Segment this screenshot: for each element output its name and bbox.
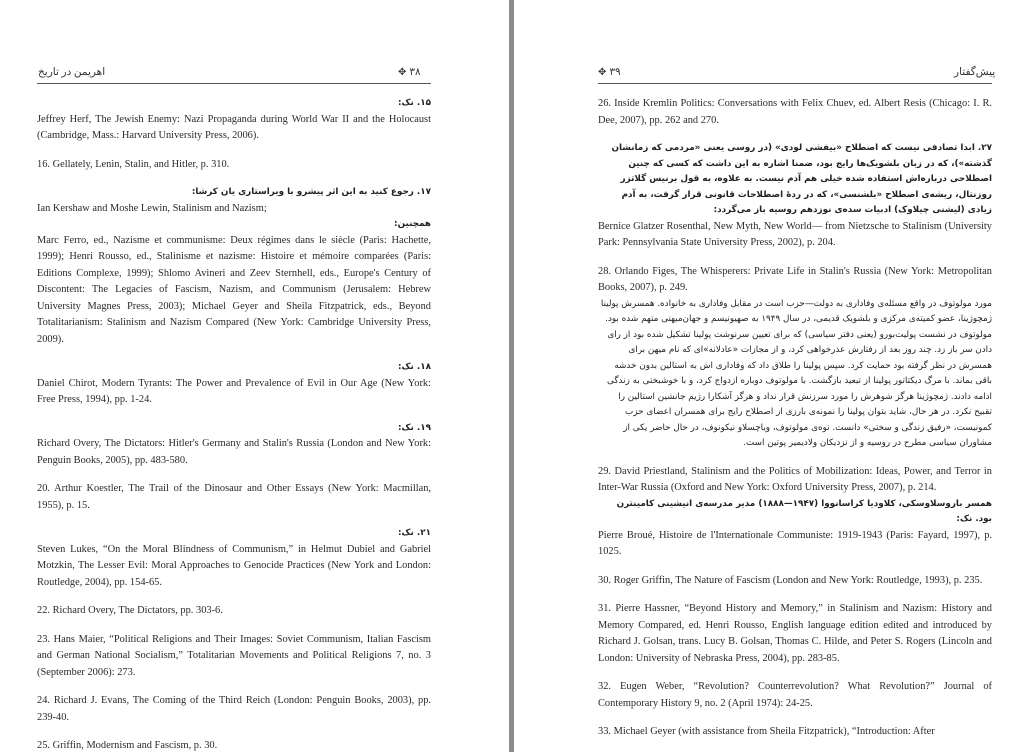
note-citation: 23. Hans Maier, “Political Religions and Their Images: Soviet Communism, Italian Fascism and German National Socialism,” Totalitarian Movements and Political Religions 7, no. 3 (September 2006): 273. xyxy=(37,633,431,678)
endnote-24 xyxy=(37,693,431,726)
running-head-title: پیش‌گفتار xyxy=(954,67,996,78)
note-citation: Richard Overy, The Dictators: Hitler's Germany and Stalin's Russia (London and New York: Penguin Books, 2005), pp. 483-580. xyxy=(37,438,431,466)
endnote-26 xyxy=(598,96,992,129)
endnote-33 xyxy=(598,724,992,741)
notes-column xyxy=(598,96,992,752)
note-citation: 28. Orlando Figes, The Whisperers: Private Life in Stalin's Russia (New York: Metropolitan Books, 2007), p. 249. xyxy=(598,265,992,293)
running-head-page-number xyxy=(398,66,421,78)
endnote-28 xyxy=(598,264,992,452)
note-citation: Steven Lukes, “On the Moral Blindness of Communism,” in Helmut Dubiel and Gabriel Motzkin, The Lesser Evil: Moral Approaches to Genocide Practices (New York and London: Routledge, 2004), pp. 154-65. xyxy=(37,543,431,588)
note-citation: Ian Kershaw and Moshe Lewin, Stalinism and Nazism; xyxy=(37,202,267,214)
endnote-31 xyxy=(598,601,992,667)
note-citation: 16. Gellately, Lenin, Stalin, and Hitler, p. 310. xyxy=(37,158,230,170)
note-persian-text: ۱۸. نک: xyxy=(398,362,431,372)
note-citation: 22. Richard Overy, The Dictators, pp. 303-6. xyxy=(37,605,223,616)
note-citation: Marc Ferro, ed., Nazisme et communisme: Deux régimes dans le siècle (Paris: Hachette, 1999); Henri Rousso, ed., Stalinisme et nazisme: Histoire et mémoire comparées (Paris: Editions Complexe, 1999); Shlomo Avineri and Zeev Sternhell, eds., Europe's Century of Discontent: The Legacies of Fascism, Nazism, and Communism (Jerusalem: Hebrew University Magnes Press, 2003); Michael Geyer and Sheila Fitzpatrick, eds., Beyond Totalitarianism: Stalinism and Nazism Compared (New York: Cambridge University Press, 2009). xyxy=(37,234,431,345)
note-persian-text: مورد مولوتوف در واقع مسئله‌ی وفاداری به دولت—حزب است در مقابل وفاداری به خانواده. همسرش پولینا ژمچوژینا، عضو کمیته‌ی مرکزی و بلشویک قدیمی، در سال ۱۹۴۹ به صهیونیسم و جهان‌میهنی متهم شده بود. مولوتوف در نشست پولیت‌بورو (یعنی دفتر سیاسی) که برای تعیین سرنوشت پولینا تشکیل شده بود از رای دادن سر باز زد. چند روز بعد از رفتارش عذرخواهی کرد، و از مجازات «عادلانه»ای که نام میهن برای همسرش در نظر گرفته بود حمایت کرد. سپس پولینا را طلاق داد که وفاداری اش به استالین بدون خدشه باقی بماند. با مرگ دیکتاتور پولینا از تبعید بازگشت. با مولوتوف دوباره ازدواج کرد، و با خوشبختی به زندگی ادامه دادند. ژمچوژینا هرگز شوهرش را مورد سرزنش قرار نداد و هرگز آشکارا رژیم جانشین استالین را تقبیح نکرد. در هر حال، شاید بتوان پولینا را نمونه‌ی بارزی از اصطلاح رایج برای همسران اعضای حزب کمونیست، «رفیق زندگی و سختی» دانست. نوه‌ی مولوتوف، ویاچسلاو نیکونوف، در حال حاضر یکی از مشاوران سیاسی مطرح در روسیه و از نزدیکان ولادیمیر پوتین است. xyxy=(600,298,992,448)
endnote-29 xyxy=(598,464,992,561)
endnote-18 xyxy=(37,360,431,409)
endnote-25 xyxy=(37,738,431,752)
note-citation: 24. Richard J. Evans, The Coming of the Third Reich (London: Penguin Books, 2003), pp. 239-40. xyxy=(37,695,431,723)
note-citation: 20. Arthur Koestler, The Trail of the Dinosaur and Other Essays (New York: Macmillan, 1955), p. 15. xyxy=(37,483,431,511)
note-citation: Bernice Glatzer Rosenthal, New Myth, New World— from Nietzsche to Stalinism (University Park: Pennsylvania State University Press, 2002), p. 204. xyxy=(598,220,992,248)
note-citation: 32. Eugen Weber, “Revolution? Counterrevolution? What Revolution?” Journal of Contemporary History 9, no. 2 (April 1974): 24-25. xyxy=(598,681,992,709)
note-citation: 30. Roger Griffin, The Nature of Fascism (London and New York: Routledge, 1993), p. 235. xyxy=(598,574,983,586)
header-rule xyxy=(598,83,992,84)
note-citation: 31. Pierre Hassner, “Beyond History and Memory,” in Stalinism and Nazism: History and Memory Compared, ed. Henri Rousso, English language edition edited and introduced by Richard J. Golsan, trans. Lucy B. Golsan, Thomas C. Hilde, and Peter S. Rogers (Lincoln and London: University of Nebraska Press, 2004), pp. 283-85. xyxy=(598,603,992,664)
note-persian-text: ۱۷. رجوع کنید به این اثر پیشرو با ویراستاری یان کرشا: xyxy=(191,187,431,197)
left-page xyxy=(0,0,509,752)
note-citation: 33. Michael Geyer (with assistance from Sheila Fitzpatrick), “Introduction: After xyxy=(598,726,935,737)
note-citation: 26. Inside Kremlin Politics: Conversations with Felix Chuev, ed. Albert Resis (Chicago: I. R. Dee, 2007), pp. 262 and 270. xyxy=(598,98,992,126)
endnote-16 xyxy=(37,157,431,174)
note-citation: Jeffrey Herf, The Jewish Enemy: Nazi Propaganda during World War II and the Holocaust (Cambridge, Mass.: Harvard University Press, 2006). xyxy=(37,113,431,141)
note-persian-text: ۲۱. نک: xyxy=(398,528,431,538)
endnote-23 xyxy=(37,632,431,682)
ornament-icon: ✥ xyxy=(398,67,407,78)
endnote-30 xyxy=(598,573,992,590)
endnote-21 xyxy=(37,526,431,591)
ornament-icon: ✥ xyxy=(598,67,607,78)
notes-column xyxy=(37,96,431,752)
note-citation: Pierre Broué, Histoire de l'Internationale Communiste: 1919-1943 (Paris: Fayard, 1997), p. 1025. xyxy=(598,529,992,557)
endnote-27 xyxy=(598,141,992,252)
endnote-22 xyxy=(37,603,431,620)
endnote-32 xyxy=(598,679,992,712)
endnote-15 xyxy=(37,96,431,145)
endnote-20 xyxy=(37,481,431,514)
running-head-page-number xyxy=(598,66,621,78)
note-persian-text: ۱۵. نک: xyxy=(398,98,431,108)
note-citation: 29. David Priestland, Stalinism and the Politics of Mobilization: Ideas, Power, and Terror in Inter-War Russia (Oxford and New York: Oxford University Press, 2007), p. 214. xyxy=(598,465,992,493)
note-persian-text: همچنین: xyxy=(394,219,431,229)
note-persian-text: همسر باروسلاوسکی، کلاودیا کراسانووا (۱۹۴۷—۱۸۸۸) مدیر مدرسه‌ی انیشینی کامینترن بود. نک: xyxy=(616,498,992,524)
page-number: ۳۹ xyxy=(609,67,621,78)
running-head-title: اهریمن در تاریخ xyxy=(38,67,106,78)
right-page xyxy=(514,0,1024,752)
header-rule xyxy=(37,83,431,84)
endnote-19 xyxy=(37,421,431,470)
endnote-17 xyxy=(37,185,431,348)
note-citation: 25. Griffin, Modernism and Fascism, p. 30. xyxy=(37,740,218,751)
page-number: ۳۸ xyxy=(409,67,421,78)
note-citation: Daniel Chirot, Modern Tyrants: The Power and Prevalence of Evil in Our Age (New York: Free Press, 1994), pp. 1-24. xyxy=(37,377,431,405)
note-persian-text: ۲۷. ابدا تصادفی نیست که اصطلاح «بیفشی لودی» (در روسی یعنی «مردمی که زمانشان گذشته»)، که در زبان بلشویک‌ها رایج بود، ضمنا اشاره به این داشت که کسی که چنین اصطلاحی درباره‌اش استفاده شده خیلی هم آدم نیست. به علاوه، به قول برنیس گلاتزر روزنتال، ریشه‌ی اصطلاح «بلشنسی»، که در ردهٔ اصطلاحات قانونی قرار گرفت، به آدم زیادی (لیشنی چیلاوک) ادبیات سده‌ی نوزدهم روسیه باز می‌گردد: xyxy=(611,143,992,215)
note-persian-text: ۱۹. نک: xyxy=(398,422,431,433)
